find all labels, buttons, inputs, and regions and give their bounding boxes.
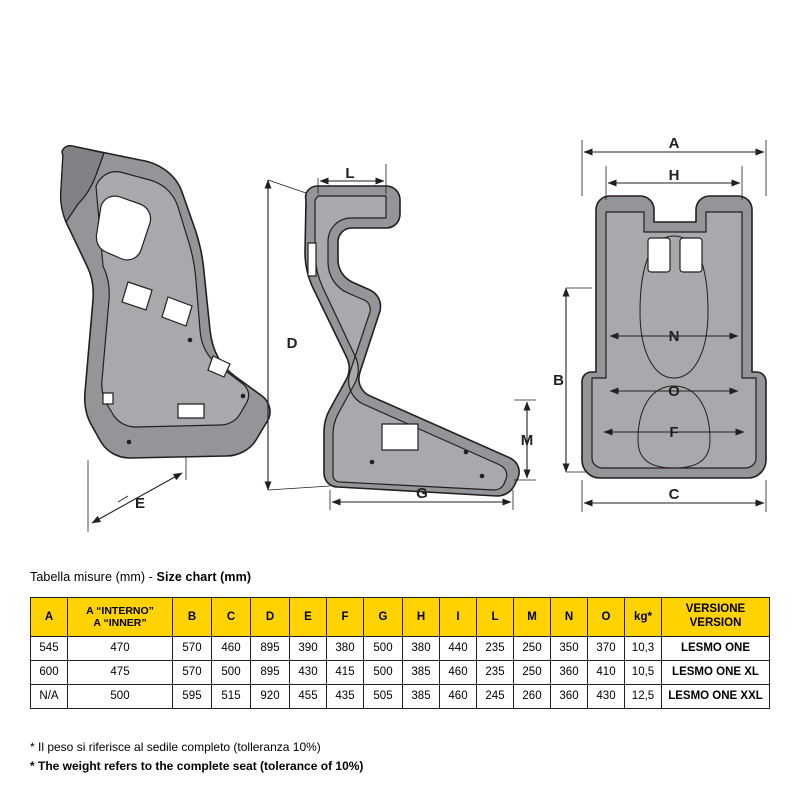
cell-B: 570	[173, 661, 212, 685]
cell-A-inner: 500	[68, 685, 173, 709]
cell-D: 895	[251, 637, 290, 661]
table-row	[31, 637, 770, 661]
dim-label-B: B	[553, 372, 564, 389]
col-header-version-line1: VERSIONE	[685, 603, 746, 616]
dim-label-C: C	[668, 486, 680, 503]
cell-C: 500	[212, 661, 251, 685]
cell-F: 415	[327, 661, 364, 685]
dim-label-O: O	[668, 383, 680, 400]
footnotes	[30, 738, 363, 775]
col-header-N: N	[551, 598, 588, 637]
cell-kg: 10,3	[625, 637, 662, 661]
cell-A: 545	[31, 637, 68, 661]
cell-I: 460	[440, 661, 477, 685]
dim-label-N: N	[668, 328, 680, 345]
cell-H: 385	[403, 685, 440, 709]
cell-I: 440	[440, 637, 477, 661]
cell-L: 245	[477, 685, 514, 709]
cell-A-inner: 470	[68, 637, 173, 661]
cell-E: 390	[290, 637, 327, 661]
cell-F: 380	[327, 637, 364, 661]
cell-M: 250	[514, 661, 551, 685]
cell-E: 455	[290, 685, 327, 709]
col-header-B: B	[173, 598, 212, 637]
cell-version: LESMO ONE XL	[662, 661, 770, 685]
cell-kg: 12,5	[625, 685, 662, 709]
col-header-H: H	[403, 598, 440, 637]
cell-B: 570	[173, 637, 212, 661]
footnote-it: * Il peso si riferisce al sedile completo (tolleranza 10%)	[30, 740, 321, 754]
col-header-M: M	[514, 598, 551, 637]
cell-I: 460	[440, 685, 477, 709]
cell-O: 410	[588, 661, 625, 685]
table-row	[31, 685, 770, 709]
cell-kg: 10,5	[625, 661, 662, 685]
cell-H: 380	[403, 637, 440, 661]
cell-D: 895	[251, 661, 290, 685]
col-header-E: E	[290, 598, 327, 637]
cell-G: 500	[364, 637, 403, 661]
col-header-A-inner-line1: A “INTERNO”	[86, 604, 154, 617]
col-header-O: O	[588, 598, 625, 637]
col-header-I: I	[440, 598, 477, 637]
col-header-version	[662, 598, 770, 637]
chart-caption-it: Tabella misure (mm) -	[30, 570, 157, 584]
cell-B: 595	[173, 685, 212, 709]
col-header-A-inner-line2: A “INNER”	[93, 617, 147, 629]
cell-version: LESMO ONE	[662, 637, 770, 661]
dim-label-H: H	[668, 167, 680, 184]
cell-D: 920	[251, 685, 290, 709]
col-header-C: C	[212, 598, 251, 637]
cell-G: 505	[364, 685, 403, 709]
col-header-A-inner	[68, 598, 173, 637]
cell-O: 370	[588, 637, 625, 661]
chart-caption-en: Size chart (mm)	[156, 570, 252, 584]
drawing-side-view	[268, 164, 536, 510]
cell-L: 235	[477, 661, 514, 685]
cell-N: 360	[551, 661, 588, 685]
cell-A: N/A	[31, 685, 68, 709]
cell-version: LESMO ONE XXL	[662, 685, 770, 709]
col-header-version-line2: VERSION	[689, 617, 742, 629]
cell-M: 250	[514, 637, 551, 661]
cell-A: 600	[31, 661, 68, 685]
cell-L: 235	[477, 637, 514, 661]
table-header-row	[31, 598, 770, 637]
cell-H: 385	[403, 661, 440, 685]
cell-F: 435	[327, 685, 364, 709]
dim-label-E: E	[134, 495, 146, 512]
cell-O: 430	[588, 685, 625, 709]
dim-label-D: D	[286, 335, 298, 352]
drawing-perspective-view	[61, 146, 270, 532]
col-header-G: G	[364, 598, 403, 637]
dim-label-L: L	[345, 165, 355, 182]
chart-caption	[30, 570, 251, 584]
dim-label-F: F	[669, 424, 679, 441]
cell-A-inner: 475	[68, 661, 173, 685]
col-header-L: L	[477, 598, 514, 637]
cell-M: 260	[514, 685, 551, 709]
cell-C: 460	[212, 637, 251, 661]
footnote-en: * The weight refers to the complete seat (tolerance of 10%)	[30, 758, 364, 773]
col-header-kg: kg*	[625, 598, 662, 637]
col-header-D: D	[251, 598, 290, 637]
cell-N: 350	[551, 637, 588, 661]
col-header-F: F	[327, 598, 364, 637]
dim-label-G: G	[416, 485, 428, 502]
cell-N: 360	[551, 685, 588, 709]
size-chart-table	[30, 597, 770, 709]
cell-C: 515	[212, 685, 251, 709]
table-row	[31, 661, 770, 685]
cell-G: 500	[364, 661, 403, 685]
cell-E: 430	[290, 661, 327, 685]
dim-label-M: M	[520, 432, 534, 449]
drawing-front-view	[553, 135, 766, 512]
dim-label-A: A	[668, 135, 680, 152]
col-header-A: A	[31, 598, 68, 637]
